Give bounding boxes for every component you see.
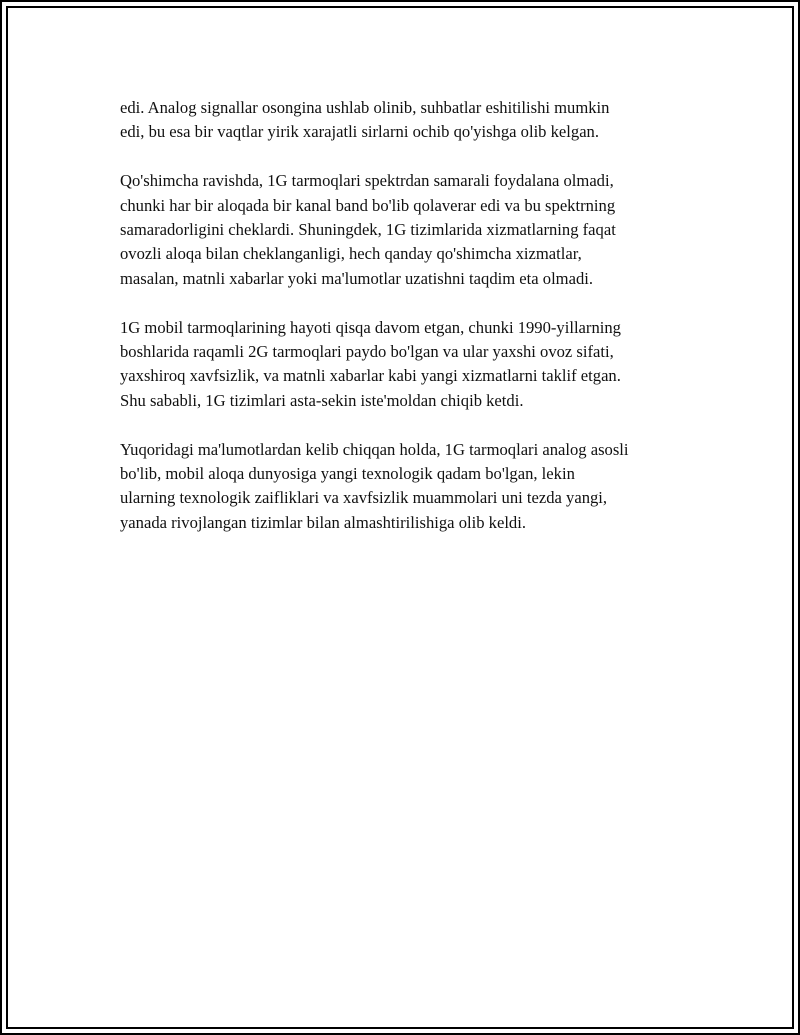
paragraph-2 xyxy=(120,169,700,291)
text-line: yanada rivojlangan tizimlar bilan almashtirilishiga olib keldi. xyxy=(120,512,526,532)
text-line: 1G mobil tarmoqlarining hayoti qisqa davom etgan, chunki 1990-yillarning xyxy=(120,317,621,337)
text-line: edi, bu esa bir vaqtlar yirik xarajatli sirlarni ochib qo'yishga olib kelgan. xyxy=(120,122,600,142)
text-line: samaradorligini cheklardi. Shuningdek, 1G tizimlarida xizmatlarning faqat xyxy=(120,220,616,240)
text-line: ovozli aloqa bilan cheklanganligi, hech qanday qo'shimcha xizmatlar, xyxy=(120,244,582,264)
document-body xyxy=(120,96,700,560)
text-line: boshlarida raqamli 2G tarmoqlari paydo bo'lgan va ular yaxshi ovoz sifati, xyxy=(120,342,614,362)
text-line: yaxshiroq xavfsizlik, va matnli xabarlar kabi yangi xizmatlarni taklif etgan. xyxy=(120,366,621,386)
text-line: Qo'shimcha ravishda, 1G tarmoqlari spektrdan samarali foydalana olmadi, xyxy=(120,171,614,191)
text-line: Shu sababli, 1G tizimlari asta-sekin iste'moldan chiqib ketdi. xyxy=(120,390,524,410)
text-line: masalan, matnli xabarlar yoki ma'lumotlar uzatishni taqdim eta olmadi. xyxy=(120,268,594,288)
paragraph-4 xyxy=(120,438,700,536)
text-line: chunki har bir aloqada bir kanal band bo'lib qolaverar edi va bu spektrning xyxy=(120,195,616,215)
text-line: ularning texnologik zaifliklari va xavfsizlik muammolari uni tezda yangi, xyxy=(120,488,608,508)
paragraph-1 xyxy=(120,96,700,145)
paragraph-3 xyxy=(120,316,700,414)
text-line: bo'lib, mobil aloqa dunyosiga yangi texnologik qadam bo'lgan, lekin xyxy=(120,464,575,484)
text-line: edi. Analog signallar osongina ushlab olinib, suhbatlar eshitilishi mumkin xyxy=(120,98,610,117)
text-line: Yuqoridagi ma'lumotlardan kelib chiqqan holda, 1G tarmoqlari analog asosli xyxy=(120,439,629,459)
